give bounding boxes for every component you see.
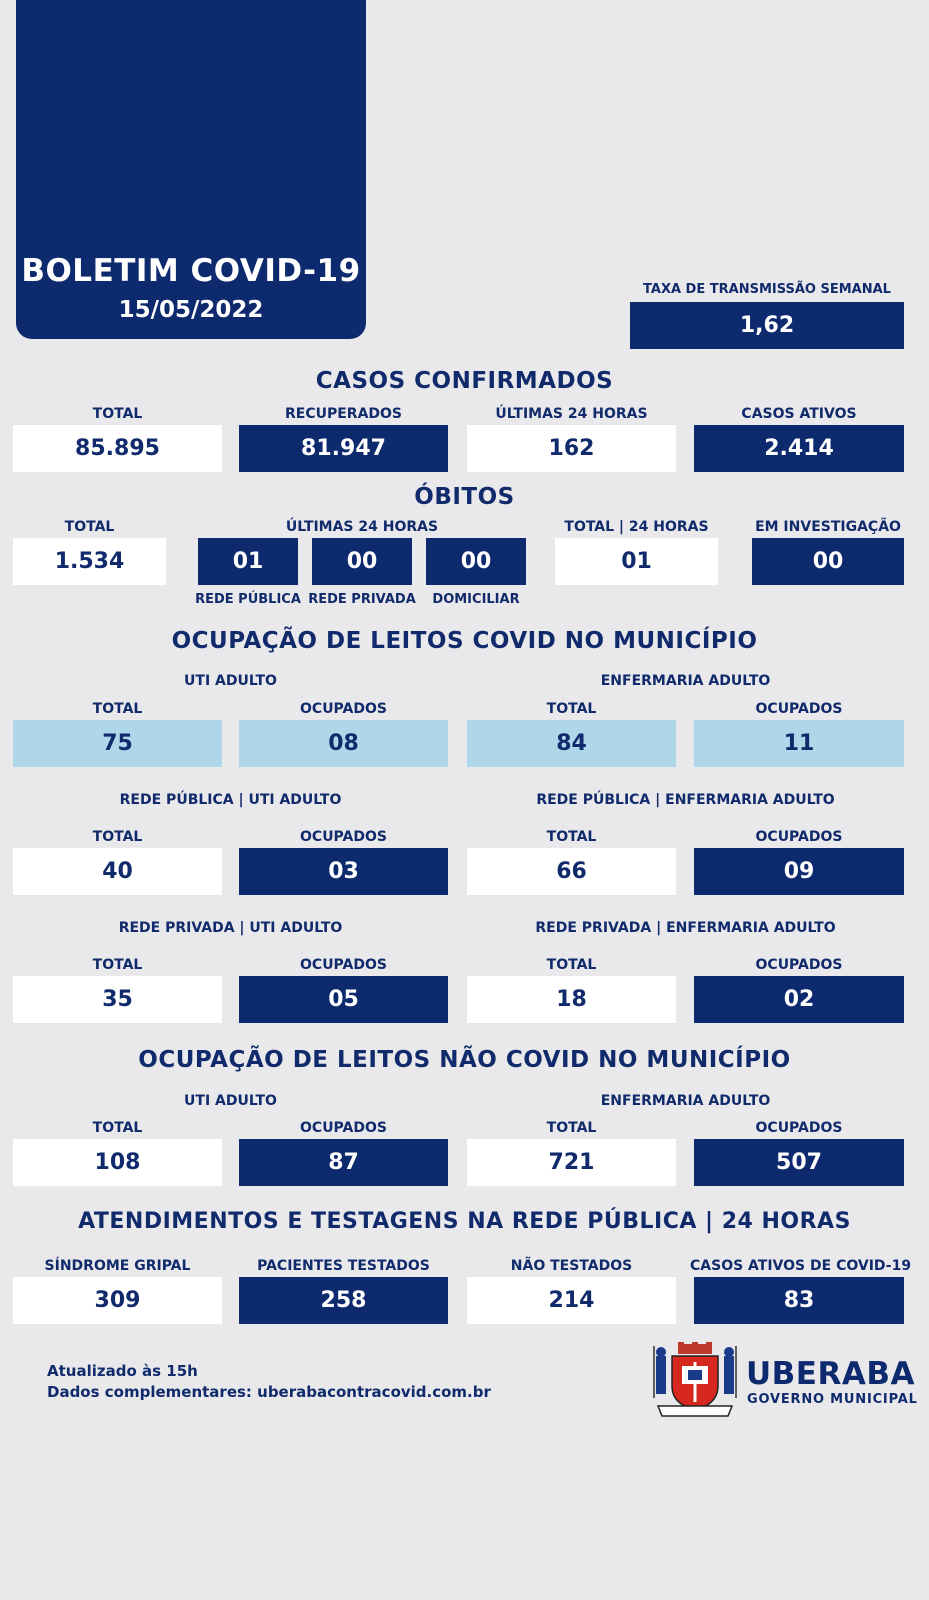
private-ward-occupied-label: OCUPADOS — [755, 957, 843, 973]
covid-ward-occupied-value: 11 — [694, 720, 904, 767]
public-uti-total-value: 40 — [13, 848, 222, 895]
updated-note: Atualizado às 15h — [47, 1362, 198, 1380]
public-uti-occupied-label: OCUPADOS — [300, 829, 387, 845]
private-uti-total-value: 35 — [13, 976, 222, 1023]
deaths-investigation-value: 00 — [752, 538, 904, 585]
bulletin-title: BOLETIM COVID-19 — [21, 253, 361, 289]
complementary-data-note: Dados complementares: uberabacontracovid.com.br — [47, 1383, 491, 1401]
not-tested-label: NÃO TESTADOS — [510, 1258, 633, 1274]
bulletin-date: 15/05/2022 — [118, 297, 264, 323]
deaths-public-value: 01 — [198, 538, 298, 585]
deaths-home-sublabel: DOMICILIAR — [432, 592, 520, 607]
confirmed-active-label: CASOS ATIVOS — [741, 406, 857, 422]
covid-ward-total-value: 84 — [467, 720, 676, 767]
active-cases-value: 83 — [694, 1277, 904, 1324]
confirmed-24h-label: ÚLTIMAS 24 HORAS — [495, 406, 648, 422]
noncovid-ward-occupied-label: OCUPADOS — [755, 1120, 843, 1136]
public-ward-total-value: 66 — [467, 848, 676, 895]
public-ward-occupied-label: OCUPADOS — [755, 829, 843, 845]
tests-title: ATENDIMENTOS E TESTAGENS NA REDE PÚBLICA | 24 HORAS — [78, 1209, 851, 1234]
private-uti-occupied-value: 05 — [239, 976, 448, 1023]
deaths-investigation-label: EM INVESTIGAÇÃO — [755, 519, 901, 535]
uberaba-coat-of-arms-icon — [650, 1342, 740, 1422]
noncovid-beds-title: OCUPAÇÃO DE LEITOS NÃO COVID NO MUNICÍPIO — [138, 1047, 791, 1073]
flu-syndrome-label: SÍNDROME GRIPAL — [44, 1258, 191, 1274]
confirmed-active-value: 2.414 — [694, 425, 904, 472]
public-uti-occupied-value: 03 — [239, 848, 448, 895]
active-cases-label: CASOS ATIVOS DE COVID-19 — [690, 1258, 912, 1274]
confirmed-recovered-value: 81.947 — [239, 425, 448, 472]
covid-uti-total-value: 75 — [13, 720, 222, 767]
public-uti-title: REDE PÚBLICA | UTI ADULTO — [119, 792, 342, 808]
covid-uti-total-label: TOTAL — [92, 701, 143, 717]
private-ward-total-value: 18 — [467, 976, 676, 1023]
flu-syndrome-value: 309 — [13, 1277, 222, 1324]
noncovid-ward-total-label: TOTAL — [546, 1120, 597, 1136]
public-uti-total-label: TOTAL — [92, 829, 143, 845]
deaths-title: ÓBITOS — [414, 484, 515, 510]
covid-ward-total-label: TOTAL — [546, 701, 597, 717]
noncovid-uti-total-label: TOTAL — [92, 1120, 143, 1136]
noncovid-uti-total-value: 108 — [13, 1139, 222, 1186]
confirmed-24h-value: 162 — [467, 425, 676, 472]
logo-name: UBERABA — [746, 1356, 915, 1392]
deaths-home-value: 00 — [426, 538, 526, 585]
public-ward-total-label: TOTAL — [546, 829, 597, 845]
covid-uti-occupied-value: 08 — [239, 720, 448, 767]
public-ward-occupied-value: 09 — [694, 848, 904, 895]
logo-subtitle: GOVERNO MUNICIPAL — [747, 1392, 918, 1407]
covid-ward-title: ENFERMARIA ADULTO — [600, 673, 771, 689]
private-uti-total-label: TOTAL — [92, 957, 143, 973]
noncovid-ward-title: ENFERMARIA ADULTO — [600, 1093, 771, 1109]
noncovid-uti-occupied-value: 87 — [239, 1139, 448, 1186]
deaths-private-sublabel: REDE PRIVADA — [308, 592, 416, 607]
public-ward-title: REDE PÚBLICA | ENFERMARIA ADULTO — [536, 792, 835, 808]
noncovid-uti-title: UTI ADULTO — [184, 1093, 277, 1109]
confirmed-total-label: TOTAL — [92, 406, 143, 422]
deaths-total24-value: 01 — [555, 538, 718, 585]
not-tested-value: 214 — [467, 1277, 676, 1324]
private-ward-title: REDE PRIVADA | ENFERMARIA ADULTO — [535, 920, 836, 936]
confirmed-recovered-label: RECUPERADOS — [284, 406, 403, 422]
deaths-private-value: 00 — [312, 538, 412, 585]
deaths-total-label: TOTAL — [64, 519, 115, 535]
transmission-value: 1,62 — [630, 302, 904, 349]
deaths-public-sublabel: REDE PÚBLICA — [195, 592, 301, 607]
tested-patients-value: 258 — [239, 1277, 448, 1324]
covid-beds-title: OCUPAÇÃO DE LEITOS COVID NO MUNICÍPIO — [171, 628, 758, 654]
noncovid-ward-total-value: 721 — [467, 1139, 676, 1186]
private-ward-occupied-value: 02 — [694, 976, 904, 1023]
confirmed-title: CASOS CONFIRMADOS — [315, 368, 614, 394]
deaths-total24-label: TOTAL | 24 HORAS — [564, 519, 709, 535]
transmission-label: TAXA DE TRANSMISSÃO SEMANAL — [643, 282, 891, 297]
private-uti-title: REDE PRIVADA | UTI ADULTO — [118, 920, 343, 936]
deaths-total-value: 1.534 — [13, 538, 166, 585]
covid-uti-title: UTI ADULTO — [184, 673, 277, 689]
covid-uti-occupied-label: OCUPADOS — [300, 701, 387, 717]
private-ward-total-label: TOTAL — [546, 957, 597, 973]
noncovid-ward-occupied-value: 507 — [694, 1139, 904, 1186]
private-uti-occupied-label: OCUPADOS — [300, 957, 387, 973]
tested-patients-label: PACIENTES TESTADOS — [257, 1258, 430, 1274]
deaths-24h-label: ÚLTIMAS 24 HORAS — [285, 519, 439, 535]
confirmed-total-value: 85.895 — [13, 425, 222, 472]
noncovid-uti-occupied-label: OCUPADOS — [300, 1120, 387, 1136]
covid-ward-occupied-label: OCUPADOS — [755, 701, 843, 717]
